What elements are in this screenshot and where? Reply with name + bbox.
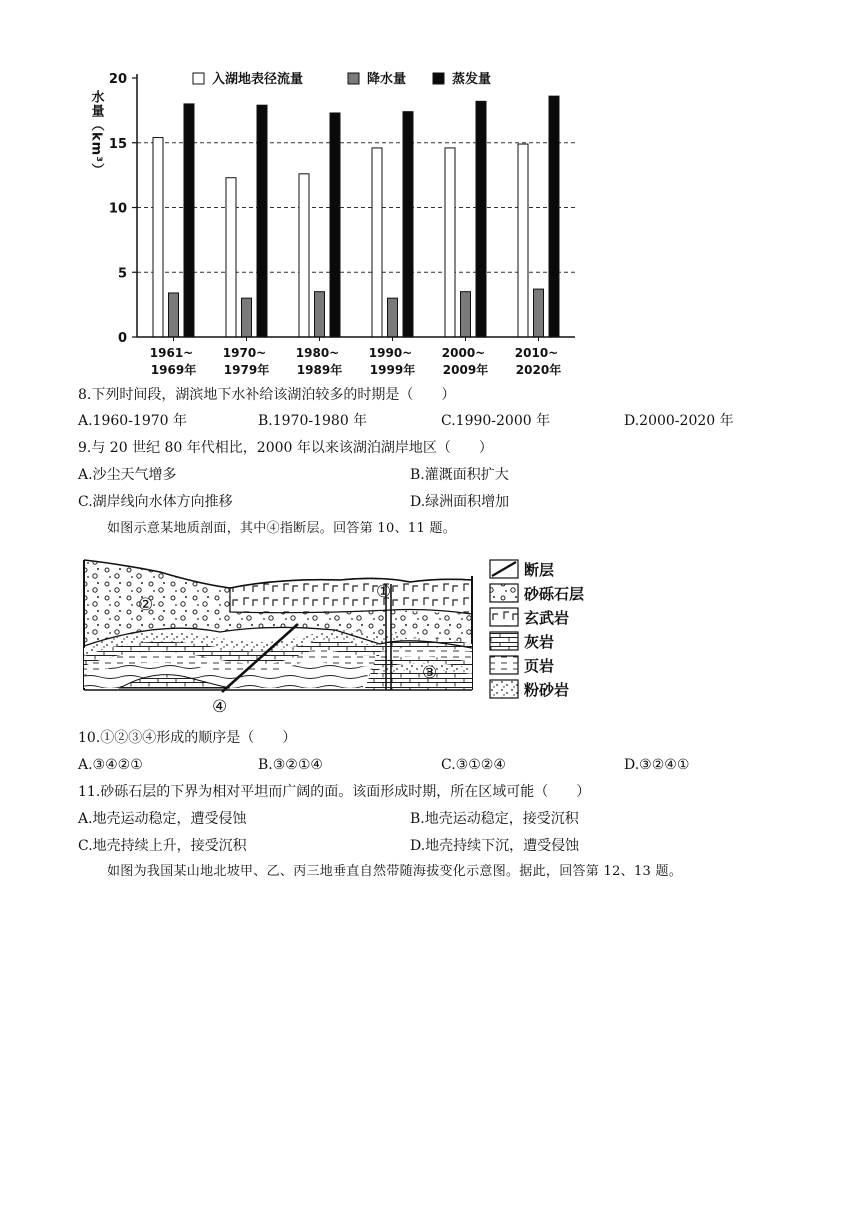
q10-option-c[interactable]: C.③①②④: [441, 757, 506, 773]
legend-limestone: 灰岩: [524, 633, 555, 651]
chart-y-ticks: [109, 72, 137, 346]
q9-option-c[interactable]: C.湖岸线向水体方向推移: [78, 494, 233, 510]
y-tick-label: 20: [108, 72, 127, 87]
bar-runoff-0: [153, 138, 163, 337]
bar-evap-1: [257, 105, 267, 337]
legend-swatch: [348, 73, 359, 84]
bar-runoff-4: [445, 148, 455, 337]
legend-label: 降水量: [367, 72, 407, 87]
legend-fault: 断层: [524, 561, 555, 579]
q10-option-b[interactable]: B.③②①④: [258, 757, 323, 773]
bar-precip-0: [169, 293, 179, 337]
bar-precip-3: [388, 298, 398, 337]
geo-legend: [490, 560, 584, 699]
q10-option-d[interactable]: D.③②④①: [624, 757, 690, 773]
intro-12-13: 如图为我国某山地北坡甲、乙、丙三地垂直自然带随海拔变化示意图。据此，回答第 12、13 题。: [107, 864, 683, 879]
x-category-label: 1999年: [369, 363, 416, 377]
q11-option-a[interactable]: A.地壳运动稳定，遭受侵蚀: [78, 811, 247, 827]
bar-runoff-5: [518, 144, 528, 337]
label-4: ④: [212, 697, 228, 717]
chart-y-label: 水量（km³）: [88, 90, 104, 177]
bar-runoff-2: [299, 174, 309, 337]
q11-option-b[interactable]: B.地壳运动稳定，接受沉积: [410, 811, 579, 827]
x-category-label: 1990~: [368, 346, 413, 360]
bar-precip-1: [242, 298, 252, 337]
y-tick-label: 10: [108, 201, 127, 217]
bar-evap-5: [549, 96, 559, 337]
x-category-label: 1961~: [149, 346, 194, 360]
bar-runoff-1: [226, 178, 236, 337]
water-balance-chart: [80, 66, 580, 384]
x-category-label: 2009年: [442, 363, 489, 377]
q8-stem: 8.下列时间段，湖滨地下水补给该湖泊较多的时期是（ ）: [78, 387, 456, 403]
bar-precip-4: [461, 292, 471, 337]
legend-siltstone: 粉砂岩: [524, 681, 570, 699]
q11-option-d[interactable]: D.地壳持续下沉，遭受侵蚀: [410, 838, 580, 854]
q8-option-a[interactable]: A.1960-1970 年: [78, 413, 187, 429]
y-tick-label: 0: [117, 331, 127, 346]
legend-shale: 页岩: [524, 657, 555, 675]
x-category-label: 1970~: [222, 346, 267, 360]
q10-option-a[interactable]: A.③④②①: [78, 757, 143, 773]
bar-evap-0: [184, 104, 194, 337]
chart-x-categories: [150, 346, 561, 377]
legend-gravel: 砂砾石层: [524, 585, 585, 603]
legend-label: 蒸发量: [452, 72, 492, 87]
chart-legend: [193, 71, 491, 87]
y-tick-label: 15: [108, 136, 127, 152]
label-2: ②: [138, 595, 154, 615]
legend-basalt: 玄武岩: [524, 609, 570, 627]
q8-option-d[interactable]: D.2000-2020 年: [624, 413, 734, 429]
bar-precip-2: [315, 292, 325, 337]
x-category-label: 1989年: [296, 363, 343, 377]
intro-10-11: 如图示意某地质剖面，其中④指断层。回答第 10、11 题。: [107, 521, 457, 536]
x-category-label: 1980~: [295, 346, 340, 360]
bar-precip-5: [534, 289, 544, 337]
geologic-section-figure: [80, 552, 620, 720]
q9-stem: 9.与 20 世纪 80 年代相比，2000 年以来该湖泊湖岸地区（ ）: [78, 440, 493, 456]
q11-stem: 11.砂砾石层的下界为相对平坦而广阔的面。该面形成时期，所在区域可能（ ）: [78, 784, 591, 800]
y-tick-label: 5: [117, 266, 127, 282]
q11-option-c[interactable]: C.地壳持续上升，接受沉积: [78, 838, 247, 854]
x-category-label: 2010~: [514, 346, 559, 360]
bar-runoff-3: [372, 148, 382, 337]
x-category-label: 2000~: [441, 346, 486, 360]
label-3: ③: [422, 663, 438, 683]
legend-label: 入湖地表径流量: [212, 72, 304, 87]
x-category-label: 1969年: [150, 363, 197, 377]
q9-option-b[interactable]: B.灌溉面积扩大: [410, 467, 509, 483]
q9-option-d[interactable]: D.绿洲面积增加: [410, 494, 510, 510]
q10-stem: 10.①②③④形成的顺序是（ ）: [78, 730, 297, 746]
bar-evap-2: [330, 113, 340, 337]
x-category-label: 1979年: [223, 363, 270, 377]
legend-swatch: [433, 73, 444, 84]
q8-option-b[interactable]: B.1970-1980 年: [258, 413, 368, 429]
q8-option-c[interactable]: C.1990-2000 年: [441, 413, 551, 429]
chart-gridlines: [137, 143, 575, 273]
label-1: ①: [376, 582, 392, 602]
q9-option-a[interactable]: A.沙尘天气增多: [78, 467, 177, 483]
bar-evap-4: [476, 101, 486, 337]
chart-bars: [153, 96, 559, 337]
legend-swatch: [193, 73, 204, 84]
x-category-label: 2020年: [515, 363, 562, 377]
bar-evap-3: [403, 112, 413, 337]
